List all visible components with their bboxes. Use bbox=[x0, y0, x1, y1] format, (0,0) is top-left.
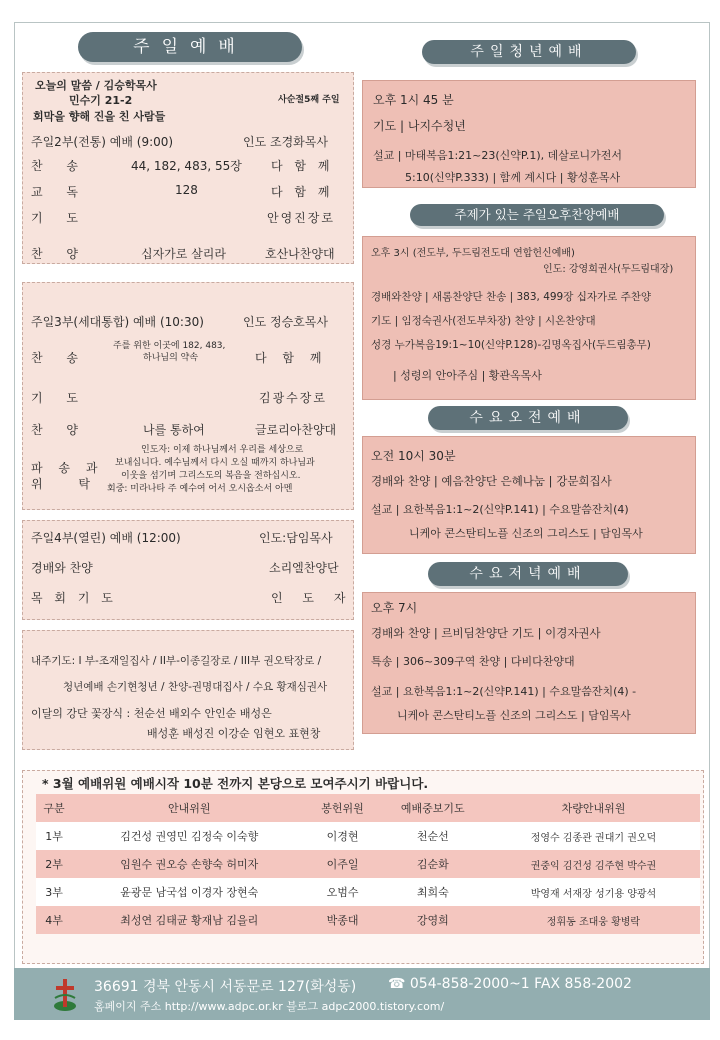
service4-leader: 인도:담임목사 bbox=[259, 531, 333, 545]
table-cell: 3부 bbox=[45, 886, 63, 899]
table-cell: 최희숙 bbox=[416, 886, 449, 899]
table-cell: 1부 bbox=[45, 830, 63, 843]
service3-leader: 인도 정승호목사 bbox=[243, 315, 328, 329]
prayer-rota-line: 내주기도: I 부-조재일집사 / II부-이종길장로 / III부 권오탁장로 / bbox=[31, 655, 322, 667]
service2-row-label: 교 독 bbox=[31, 185, 88, 199]
sermon-side-note: 사순절5째 주일 bbox=[278, 95, 340, 105]
service3-sending-label: 파 송 과 bbox=[31, 461, 104, 475]
service3-praise-person: 글로리아찬양대 bbox=[255, 423, 337, 437]
afternoon-line: 성경 누가복음19:1~10(신약P.128)-김명옥집사(두드림총무) bbox=[371, 339, 651, 351]
service3-praise-label: 찬 양 bbox=[31, 423, 88, 437]
wed-morning-box bbox=[362, 436, 696, 554]
flower-line: 이달의 강단 꽃장식 : 천순선 배외수 안인순 배성은 bbox=[31, 707, 272, 720]
column-header: 구분 bbox=[43, 802, 65, 815]
table-cell: 이경현 bbox=[326, 830, 359, 843]
flower-line: 배성훈 배성진 이강순 임현오 표현창 bbox=[147, 727, 321, 740]
table-cell: 4부 bbox=[45, 914, 63, 927]
service2-row-person: 다 함 께 bbox=[271, 185, 334, 199]
afternoon-line: | 성령의 안아주심 | 황관옥목사 bbox=[393, 369, 542, 382]
service3-sending-label: 위 탁 bbox=[31, 477, 106, 491]
service2-row-content: 십자가로 살리라 bbox=[141, 247, 226, 261]
table-cell: 김건성 권영민 김정숙 이숙향 bbox=[120, 830, 259, 843]
sermon-subtitle: 회막을 향해 진을 친 사람들 bbox=[33, 110, 166, 123]
footer-phone: ☎ 054-858-2000~1 FAX 858-2002 bbox=[388, 976, 632, 992]
service3-hymn-label: 찬 송 bbox=[31, 351, 88, 365]
afternoon-title: 주제가 있는 주일오후찬양예배 bbox=[410, 204, 664, 226]
wed-evening-line: 특송 | 306~309구역 찬양 | 다비다찬양대 bbox=[371, 655, 575, 668]
service3-prayer-label: 기 도 bbox=[31, 391, 88, 405]
service4-row-label: 경배와 찬양 bbox=[31, 561, 93, 575]
table-cell: 강영희 bbox=[416, 914, 449, 927]
afternoon-box bbox=[362, 236, 696, 400]
service4-header: 주일4부(열린) 예배 (12:00) bbox=[31, 531, 181, 545]
service3-sending-line: 이웃을 섬기며 그리스도의 복음을 전하십시오. bbox=[121, 471, 301, 481]
table-row bbox=[36, 878, 700, 906]
youth-box bbox=[362, 80, 696, 188]
wed-evening-line: 경배와 찬양 | 르비딤찬양단 기도 | 이경자권사 bbox=[371, 626, 601, 640]
service3-praise-content: 나를 통하여 bbox=[143, 423, 205, 437]
column-header: 차량안내위원 bbox=[561, 802, 626, 815]
wed-evening-time: 오후 7시 bbox=[371, 601, 418, 615]
wed-morning-line: 경배와 찬양 | 예음찬양단 은혜나눔 | 강문희집사 bbox=[371, 474, 612, 488]
wed-evening-title: 수요저녁예배 bbox=[428, 562, 628, 586]
service2-row-label: 찬 양 bbox=[31, 247, 88, 261]
service4-row-label: 목 회 기 도 bbox=[31, 591, 117, 605]
table-cell: 임원수 권오승 손향숙 허미자 bbox=[120, 858, 259, 871]
wed-morning-line: 니케아 콘스탄티노플 신조의 그리스도 | 담임목사 bbox=[409, 527, 643, 540]
table-row bbox=[36, 906, 700, 934]
volunteers-heading: * 3월 예배위원 예배시작 10분 전까지 본당으로 모여주시기 바랍니다. bbox=[42, 776, 429, 791]
youth-sermon: 5:10(신약P.333) | 함께 계시다 | 황성훈목사 bbox=[405, 171, 621, 184]
wed-morning-time: 오전 10시 30분 bbox=[371, 449, 456, 463]
table-cell: 최성연 김태균 황재남 김을리 bbox=[120, 914, 259, 927]
youth-sermon: 설교 | 마태복음1:21~23(신약P.1), 데살로니가전서 bbox=[373, 149, 622, 162]
service4-row-person: 소리엘찬양단 bbox=[269, 561, 339, 575]
sermon-heading: 오늘의 말씀 / 김승학목사 bbox=[35, 79, 157, 92]
service2-row-person: 호산나찬양대 bbox=[265, 247, 335, 261]
notes-box bbox=[22, 630, 354, 750]
table-cell: 천순선 bbox=[416, 830, 449, 843]
table-cell: 윤광문 남국섭 이경자 장현숙 bbox=[120, 886, 259, 899]
wed-morning-title: 수요오전예배 bbox=[428, 406, 628, 430]
column-header: 안내위원 bbox=[168, 802, 211, 815]
wed-morning-line: 설교 | 요한복음1:1~2(신약P.141) | 수요말씀잔치(4) bbox=[371, 503, 629, 516]
afternoon-line: 인도: 강영희권사(두드림대장) bbox=[543, 264, 674, 275]
service3-hymn-content: 하나님의 약속 bbox=[143, 353, 199, 363]
service3-sending-line: 인도자: 이제 하나님께서 우리를 세상으로 bbox=[141, 445, 304, 455]
service2-row-label: 기 도 bbox=[31, 211, 88, 225]
service3-hymn-person: 다 함 께 bbox=[255, 351, 328, 365]
table-cell: 오범수 bbox=[326, 886, 359, 899]
footer bbox=[14, 968, 710, 1020]
service3-sending-line: 보내십니다. 예수님께서 다시 오실 때까지 하나님과 bbox=[115, 458, 315, 468]
table-cell: 권중익 김건성 김주현 박수권 bbox=[530, 860, 657, 872]
service2-header: 주일2부(전통) 예배 (9:00) bbox=[31, 135, 174, 149]
church-logo-icon bbox=[52, 976, 78, 1012]
service3-sending-line: 회중: 미라나타 주 예수여 어서 오시옵소서 아멘 bbox=[107, 484, 293, 494]
wed-evening-line: 설교 | 요한복음1:1~2(신약P.141) | 수요말씀잔치(4) - bbox=[371, 685, 637, 698]
table-cell: 정영수 김종관 권대기 권오덕 bbox=[530, 832, 657, 844]
table-cell: 정휘동 조대웅 황병락 bbox=[546, 916, 641, 928]
afternoon-line: 기도 | 임정숙권사(전도부차장) 찬양 | 시온찬양대 bbox=[371, 315, 596, 327]
footer-address: 36691 경북 안동시 서동문로 127(화성동) bbox=[94, 979, 357, 995]
service3-header: 주일3부(세대통합) 예배 (10:30) bbox=[31, 315, 204, 329]
service2-leader: 인도 조경화목사 bbox=[243, 135, 328, 149]
column-header: 예배중보기도 bbox=[400, 802, 465, 815]
service3-prayer-person: 김광수장로 bbox=[259, 391, 327, 405]
table-row bbox=[36, 822, 700, 850]
service2-box bbox=[22, 72, 354, 264]
service4-box bbox=[22, 520, 354, 620]
youth-time: 오후 1시 45 분 bbox=[373, 93, 454, 107]
wed-evening-box bbox=[362, 592, 696, 734]
youth-prayer: 기도 | 나지수청년 bbox=[373, 119, 466, 133]
youth-title: 주일청년예배 bbox=[422, 40, 636, 64]
wed-evening-line: 니케아 콘스탄티노플 신조의 그리스도 | 담임목사 bbox=[397, 709, 631, 722]
prayer-rota-line: 청년예배 손기현청년 / 찬양-권명대집사 / 수요 황재심권사 bbox=[63, 681, 328, 693]
table-cell: 박종대 bbox=[326, 914, 359, 927]
volunteers-table bbox=[36, 794, 700, 934]
service2-row-person: 다 함 께 bbox=[271, 159, 334, 173]
table-header-row bbox=[36, 794, 700, 822]
column-header: 봉헌위원 bbox=[321, 802, 364, 815]
footer-web[interactable]: 홈페이지 주소 http://www.adpc.or.kr 블로그 adpc2000.tistory.com/ bbox=[94, 1000, 445, 1013]
afternoon-line: 오후 3시 (전도부, 두드림전도대 연합헌신예배) bbox=[371, 248, 575, 259]
sermon-ref: 민수기 21-2 bbox=[69, 94, 133, 107]
table-cell: 박영재 서재장 성기용 양광석 bbox=[530, 888, 657, 900]
table-cell: 이주일 bbox=[326, 858, 359, 871]
afternoon-line: 경배와찬양 | 새롬찬양단 찬송 | 383, 499장 십자가로 주찬양 bbox=[371, 291, 652, 303]
table-cell: 2부 bbox=[45, 858, 63, 871]
service3-hymn-content: 주를 위한 이곳에 182, 483, bbox=[113, 341, 226, 351]
service2-row-content: 128 bbox=[175, 183, 198, 197]
service2-row-content: 44, 182, 483, 55장 bbox=[131, 159, 242, 173]
service4-row-person: 인 도 자 bbox=[271, 591, 354, 605]
service2-row-label: 찬 송 bbox=[31, 159, 88, 173]
table-cell: 김순화 bbox=[416, 858, 449, 871]
sunday-title: 주일예배 bbox=[78, 32, 302, 62]
table-row bbox=[36, 850, 700, 878]
service2-row-person: 안영진장로 bbox=[267, 211, 335, 225]
service3-box bbox=[22, 282, 354, 510]
